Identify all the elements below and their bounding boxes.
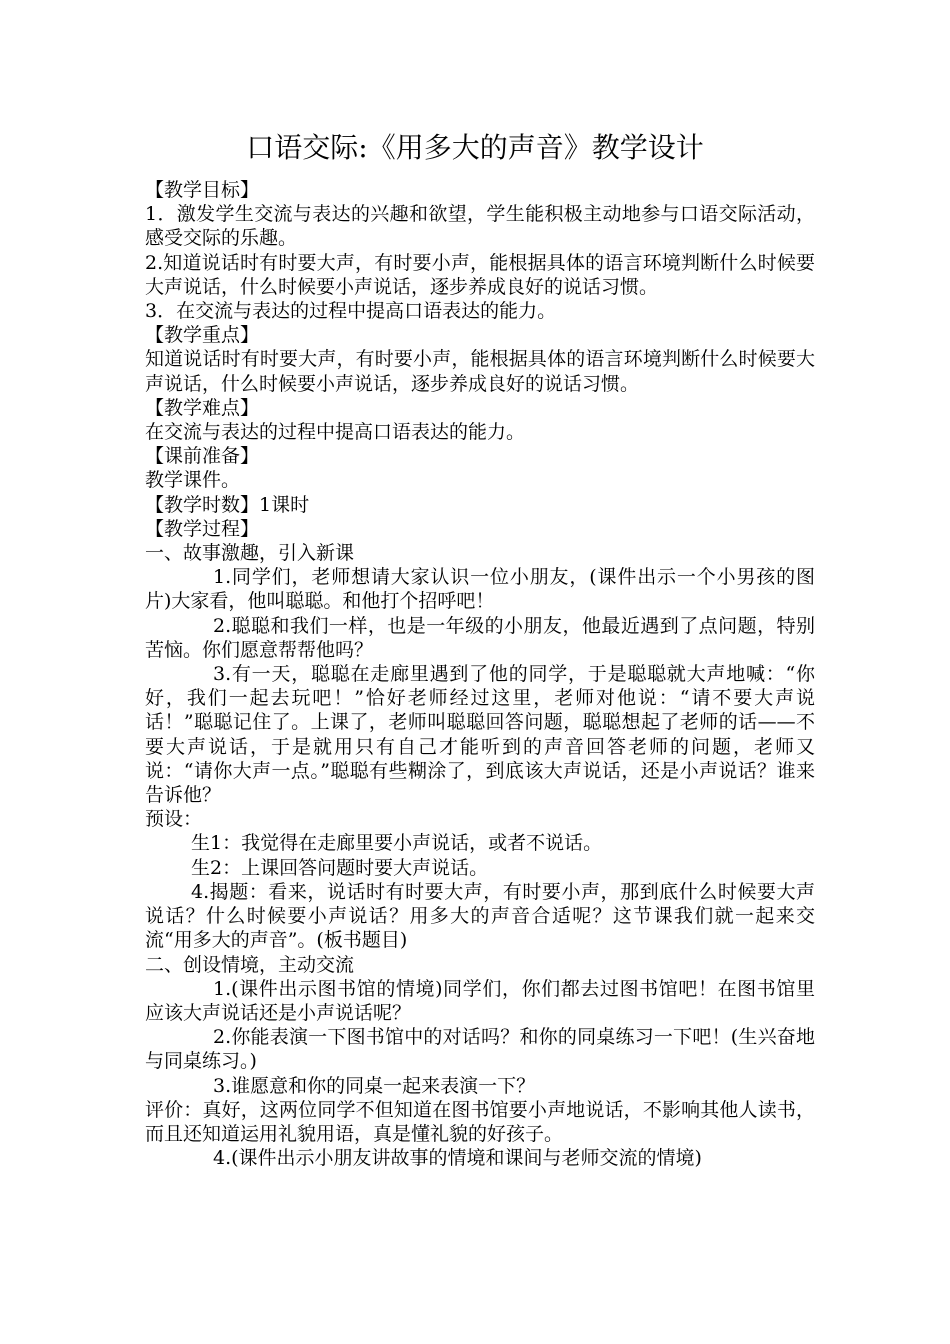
section-heading-process: 【教学过程】: [145, 517, 260, 540]
objective-item-1: 1．激发学生交流与表达的兴趣和欲望，学生能积极主动地参与口语交际活动，感受交际的乐趣。: [145, 203, 815, 250]
process-step: 3.有一天，聪聪在走廊里遇到了他的同学，于是聪聪就大声地喊：“你好，我们一起去玩吧！”恰好老师经过这里，老师对他说：“请不要大声说话！”聪聪记住了。上课了，老师叫聪聪回答问题，聪聪想起了老师的话——不要大声说话，于是就用只有自己才能听到的声音回答老师的问题，老师又说：“请你大声一点。”聪聪有些糊涂了，到底该大声说话，还是小声说话？谁来告诉他？: [145, 663, 815, 807]
section-heading-duration: 【教学时数】1课时: [145, 493, 310, 516]
objective-item-2: 2.知道说话时有时要大声，有时要小声，能根据具体的语言环境判断什么时候要大声说话，什么时候要小声说话，逐步养成良好的说话习惯。: [145, 251, 815, 298]
process-step: 3.谁愿意和你的同桌一起来表演一下？: [213, 1074, 536, 1097]
document-title: 口语交际:《用多大的声音》教学设计: [246, 131, 704, 164]
key-points-text: 知道说话时有时要大声，有时要小声，能根据具体的语言环境判断什么时候要大声说话，什么时候要小声说话，逐步养成良好的说话习惯。: [145, 348, 815, 395]
section-heading-objectives: 【教学目标】: [145, 179, 260, 201]
process-step: 4.揭题：看来，说话时有时要大声，有时要小声，那到底什么时候要大声说话？什么时候要小声说话？用多大的声音合适呢？这节课我们就一起来交流“用多大的声音”。(板书题目): [145, 880, 815, 952]
student-answer: 生1：我觉得在走廊里要小声说话，或者不说话。: [191, 832, 603, 855]
process-step: 2.你能表演一下图书馆中的对话吗？和你的同桌练习一下吧！(生兴奋地与同桌练习。): [145, 1026, 815, 1073]
student-answer: 生2：上课回答问题时要大声说话。: [191, 856, 489, 879]
process-step: 2.聪聪和我们一样，也是一年级的小朋友，他最近遇到了点问题，特别苦恼。你们愿意帮帮他吗？: [145, 614, 815, 661]
section-heading-preparation: 【课前准备】: [145, 445, 260, 468]
objective-item-3: 3．在交流与表达的过程中提高口语表达的能力。: [145, 300, 557, 323]
preset-label: 预设：: [145, 808, 203, 831]
evaluation-text: 评价：真好，这两位同学不但知道在图书馆要小声地说话，不影响其他人读书，而且还知道运用礼貌用语，真是懂礼貌的好孩子。: [145, 1098, 815, 1145]
process-step: 1.(课件出示图书馆的情境)同学们，你们都去过图书馆吧！在图书馆里应该大声说话还是小声说话呢？: [145, 977, 815, 1024]
process-part-2-heading: 二、创设情境，主动交流: [145, 953, 355, 976]
process-step: 1.同学们，老师想请大家认识一位小朋友，(课件出示一个小男孩的图片)大家看，他叫聪聪。和他打个招呼吧！: [145, 566, 815, 613]
process-part-1-heading: 一、故事激趣，引入新课: [145, 542, 355, 565]
document-body: [145, 178, 815, 1170]
difficulties-text: 在交流与表达的过程中提高口语表达的能力。: [145, 421, 526, 444]
process-step: 4.(课件出示小朋友讲故事的情境和课间与老师交流的情境): [213, 1147, 702, 1170]
section-heading-difficulties: 【教学难点】: [145, 396, 260, 419]
section-heading-key-points: 【教学重点】: [145, 324, 260, 347]
preparation-text: 教学课件。: [145, 469, 241, 492]
